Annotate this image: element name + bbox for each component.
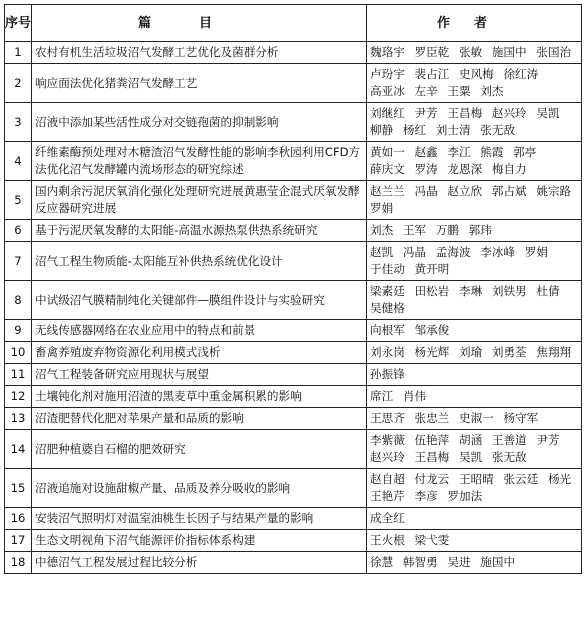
- article-authors: [367, 552, 582, 574]
- row-number: 12: [5, 386, 32, 408]
- article-title: 沼肥种植婆自石榴的肥效研究: [32, 430, 367, 469]
- author-name: 史风梅: [458, 67, 494, 81]
- header-author: 作者: [367, 5, 582, 42]
- author-name: 柳静: [370, 123, 394, 137]
- author-name: 魏珞宇: [370, 45, 405, 59]
- article-authors: [367, 181, 582, 220]
- author-name: 施国中: [480, 555, 516, 569]
- row-number: 15: [5, 469, 32, 508]
- author-name: 赵兴玲: [370, 450, 405, 464]
- author-name: 罗娟: [524, 245, 548, 259]
- author-name: 刘士清: [435, 123, 471, 137]
- author-name: 罗加法: [447, 489, 483, 503]
- author-name: 张敏: [458, 45, 483, 59]
- author-name: 张国治: [536, 45, 572, 59]
- article-title: 土壤钝化剂对施用沼渣的黑麦草中重金属积累的影响: [32, 386, 367, 408]
- table-row: [5, 320, 582, 342]
- author-name: 杨红: [402, 123, 427, 137]
- row-number: 2: [5, 64, 32, 103]
- article-authors: [367, 142, 582, 181]
- article-title: 基于污泥厌氧发酵的太阳能-高温水源热泵供热系统研究: [32, 220, 367, 242]
- author-name: 徐红涛: [503, 67, 539, 81]
- row-number: 18: [5, 552, 32, 574]
- article-authors: [367, 508, 582, 530]
- author-name: 冯晶: [414, 184, 438, 198]
- author-name: 胡涵: [458, 433, 483, 447]
- author-name: 李彦: [414, 489, 438, 503]
- row-number: 1: [5, 42, 32, 64]
- author-name: 左辛: [414, 84, 438, 98]
- header-title: 篇目: [32, 5, 367, 42]
- row-number: 14: [5, 430, 32, 469]
- author-name: 史淑一: [458, 411, 494, 425]
- author-name: 田松岩: [414, 284, 450, 298]
- row-number: 11: [5, 364, 32, 386]
- article-title: 畜禽养殖废弃物资源化利用模式浅析: [32, 342, 367, 364]
- author-name: 刘杰: [370, 223, 394, 237]
- row-number: 4: [5, 142, 32, 181]
- table-row: [5, 242, 582, 281]
- table-row: [5, 364, 582, 386]
- author-name: 郭玮: [468, 223, 492, 237]
- author-name: 刘瑜: [458, 345, 483, 359]
- author-name: 徐慧: [370, 555, 394, 569]
- article-authors: [367, 320, 582, 342]
- author-name: 薛庆文: [370, 162, 405, 176]
- row-number: 17: [5, 530, 32, 552]
- row-number: 10: [5, 342, 32, 364]
- row-number: 3: [5, 103, 32, 142]
- author-name: 郭占斌: [491, 184, 527, 198]
- author-name: 施国中: [491, 45, 527, 59]
- table-row: [5, 530, 582, 552]
- article-title: 安装沼气照明灯对温室油桃生长因子与结果产量的影响: [32, 508, 367, 530]
- author-name: 熊霞: [480, 145, 504, 159]
- author-name: 王粟: [447, 84, 471, 98]
- article-title: 响应面法优化猪粪沼气发酵工艺: [32, 64, 367, 103]
- author-name: 吴凯: [536, 106, 560, 120]
- article-authors: [367, 220, 582, 242]
- table-row: [5, 508, 582, 530]
- author-name: 吴进: [447, 555, 471, 569]
- author-name: 肖伟: [402, 389, 427, 403]
- row-number: 16: [5, 508, 32, 530]
- author-name: 刘杰: [480, 84, 504, 98]
- author-name: 刘勇荃: [491, 345, 527, 359]
- article-title: 沼液追施对设施甜椒产量、品质及养分吸收的影响: [32, 469, 367, 508]
- article-authors: [367, 281, 582, 320]
- row-number: 13: [5, 408, 32, 430]
- author-name: 张无敌: [480, 123, 516, 137]
- article-title: 中试级沼气膜精制纯化关键部件—膜组件设计与实验研究: [32, 281, 367, 320]
- author-name: 邹承俊: [414, 323, 450, 337]
- author-name: 罗臣乾: [414, 45, 450, 59]
- author-name: 李江: [447, 145, 471, 159]
- author-name: 万鹏: [435, 223, 459, 237]
- author-name: 刘继红: [370, 106, 405, 120]
- article-authors: [367, 42, 582, 64]
- author-name: 王艳芹: [370, 489, 405, 503]
- article-authors: [367, 430, 582, 469]
- author-name: 焦翔翔: [536, 345, 572, 359]
- author-name: 黄开明: [414, 262, 450, 276]
- table-row: [5, 142, 582, 181]
- row-number: 7: [5, 242, 32, 281]
- article-title: 沼气工程生物质能-太阳能互补供热系统优化设计: [32, 242, 367, 281]
- author-name: 尹芳: [536, 433, 560, 447]
- table-row: [5, 386, 582, 408]
- author-name: 王军: [402, 223, 427, 237]
- author-name: 姚宗路: [536, 184, 572, 198]
- author-name: 吴凯: [458, 450, 483, 464]
- article-authors: [367, 342, 582, 364]
- author-name: 席江: [370, 389, 394, 403]
- author-name: 韩智勇: [402, 555, 438, 569]
- article-title: 生态文明视角下沼气能源评价指标体系构建: [32, 530, 367, 552]
- article-title: 纤维素酶预处理对木糖渣沼气发酵性能的影响李秋园利用CFD方法优化沼气发酵罐内流场形态的研究综述: [32, 142, 367, 181]
- table-row: [5, 552, 582, 574]
- author-name: 张忠兰: [414, 411, 450, 425]
- article-authors: [367, 469, 582, 508]
- author-name: 刘永岗: [370, 345, 405, 359]
- author-name: 赵鑫: [414, 145, 438, 159]
- author-name: 郭亭: [513, 145, 537, 159]
- article-authors: [367, 408, 582, 430]
- author-name: 于佳动: [370, 262, 405, 276]
- table-row: [5, 469, 582, 508]
- author-name: 伍艳萍: [414, 433, 450, 447]
- article-authors: [367, 242, 582, 281]
- author-name: 王昭晴: [458, 472, 494, 486]
- author-name: 冯晶: [402, 245, 427, 259]
- table-body: [5, 42, 582, 574]
- author-name: 赵自超: [370, 472, 405, 486]
- author-name: 吴健格: [370, 301, 405, 315]
- author-name: 梅自力: [491, 162, 527, 176]
- author-name: 成全红: [370, 511, 405, 525]
- author-name: 赵兴玲: [491, 106, 527, 120]
- author-name: 王思齐: [370, 411, 405, 425]
- author-name: 李冰峰: [480, 245, 516, 259]
- article-authors: [367, 364, 582, 386]
- table-row: [5, 408, 582, 430]
- author-name: 裴占江: [414, 67, 450, 81]
- author-name: 刘铁男: [491, 284, 527, 298]
- author-name: 王昌梅: [414, 450, 450, 464]
- author-name: 李琳: [458, 284, 483, 298]
- author-name: 孙振锋: [370, 367, 405, 381]
- table-row: [5, 42, 582, 64]
- author-name: 梁素廷: [370, 284, 405, 298]
- article-title: 农村有机生活垃圾沼气发酵工艺优化及菌群分析: [32, 42, 367, 64]
- article-authors: [367, 64, 582, 103]
- table-row: [5, 281, 582, 320]
- article-title: 沼液中添加某些活性成分对交链孢菌的抑制影响: [32, 103, 367, 142]
- article-title: 沼气工程装备研究应用现状与展望: [32, 364, 367, 386]
- article-title: 国内剩余污泥厌氧消化强化处理研究进展黄惠莹企混式厌氧发酵反应器研究进展: [32, 181, 367, 220]
- author-name: 杨光辉: [414, 345, 450, 359]
- article-title: 无线传感器网络在农业应用中的特点和前景: [32, 320, 367, 342]
- author-name: 罗涛: [414, 162, 438, 176]
- author-name: 李紫薇: [370, 433, 405, 447]
- table-row: [5, 181, 582, 220]
- article-title: 沼渣肥替代化肥对苹果产量和品质的影响: [32, 408, 367, 430]
- author-name: 赵兰兰: [370, 184, 405, 198]
- table-row: [5, 103, 582, 142]
- author-name: 王火根: [370, 533, 405, 547]
- row-number: 9: [5, 320, 32, 342]
- table-row: [5, 342, 582, 364]
- author-name: 杨光: [547, 472, 572, 486]
- author-name: 卢玢宇: [370, 67, 405, 81]
- table-row: [5, 64, 582, 103]
- author-name: 梁弋雯: [414, 533, 450, 547]
- header-number: 序号: [5, 5, 32, 42]
- author-name: 向根军: [370, 323, 405, 337]
- table-of-contents: [4, 4, 582, 574]
- author-name: 张无敌: [491, 450, 527, 464]
- author-name: 高亚冰: [370, 84, 405, 98]
- article-authors: [367, 530, 582, 552]
- table-row: [5, 430, 582, 469]
- author-name: 杜倩: [536, 284, 560, 298]
- row-number: 6: [5, 220, 32, 242]
- article-authors: [367, 103, 582, 142]
- author-name: 罗娟: [370, 201, 394, 215]
- author-name: 赵凯: [370, 245, 394, 259]
- row-number: 8: [5, 281, 32, 320]
- author-name: 尹芳: [414, 106, 438, 120]
- author-name: 张云廷: [503, 472, 539, 486]
- author-name: 王善道: [491, 433, 527, 447]
- table-row: [5, 220, 582, 242]
- header-row: [5, 5, 582, 42]
- author-name: 黄如一: [370, 145, 405, 159]
- article-title: 中德沼气工程发展过程比较分析: [32, 552, 367, 574]
- row-number: 5: [5, 181, 32, 220]
- author-name: 赵立欣: [447, 184, 483, 198]
- author-name: 杨守军: [503, 411, 539, 425]
- author-name: 付龙云: [414, 472, 450, 486]
- author-name: 龙恩深: [447, 162, 483, 176]
- article-authors: [367, 386, 582, 408]
- author-name: 王昌梅: [447, 106, 483, 120]
- author-name: 孟海波: [435, 245, 471, 259]
